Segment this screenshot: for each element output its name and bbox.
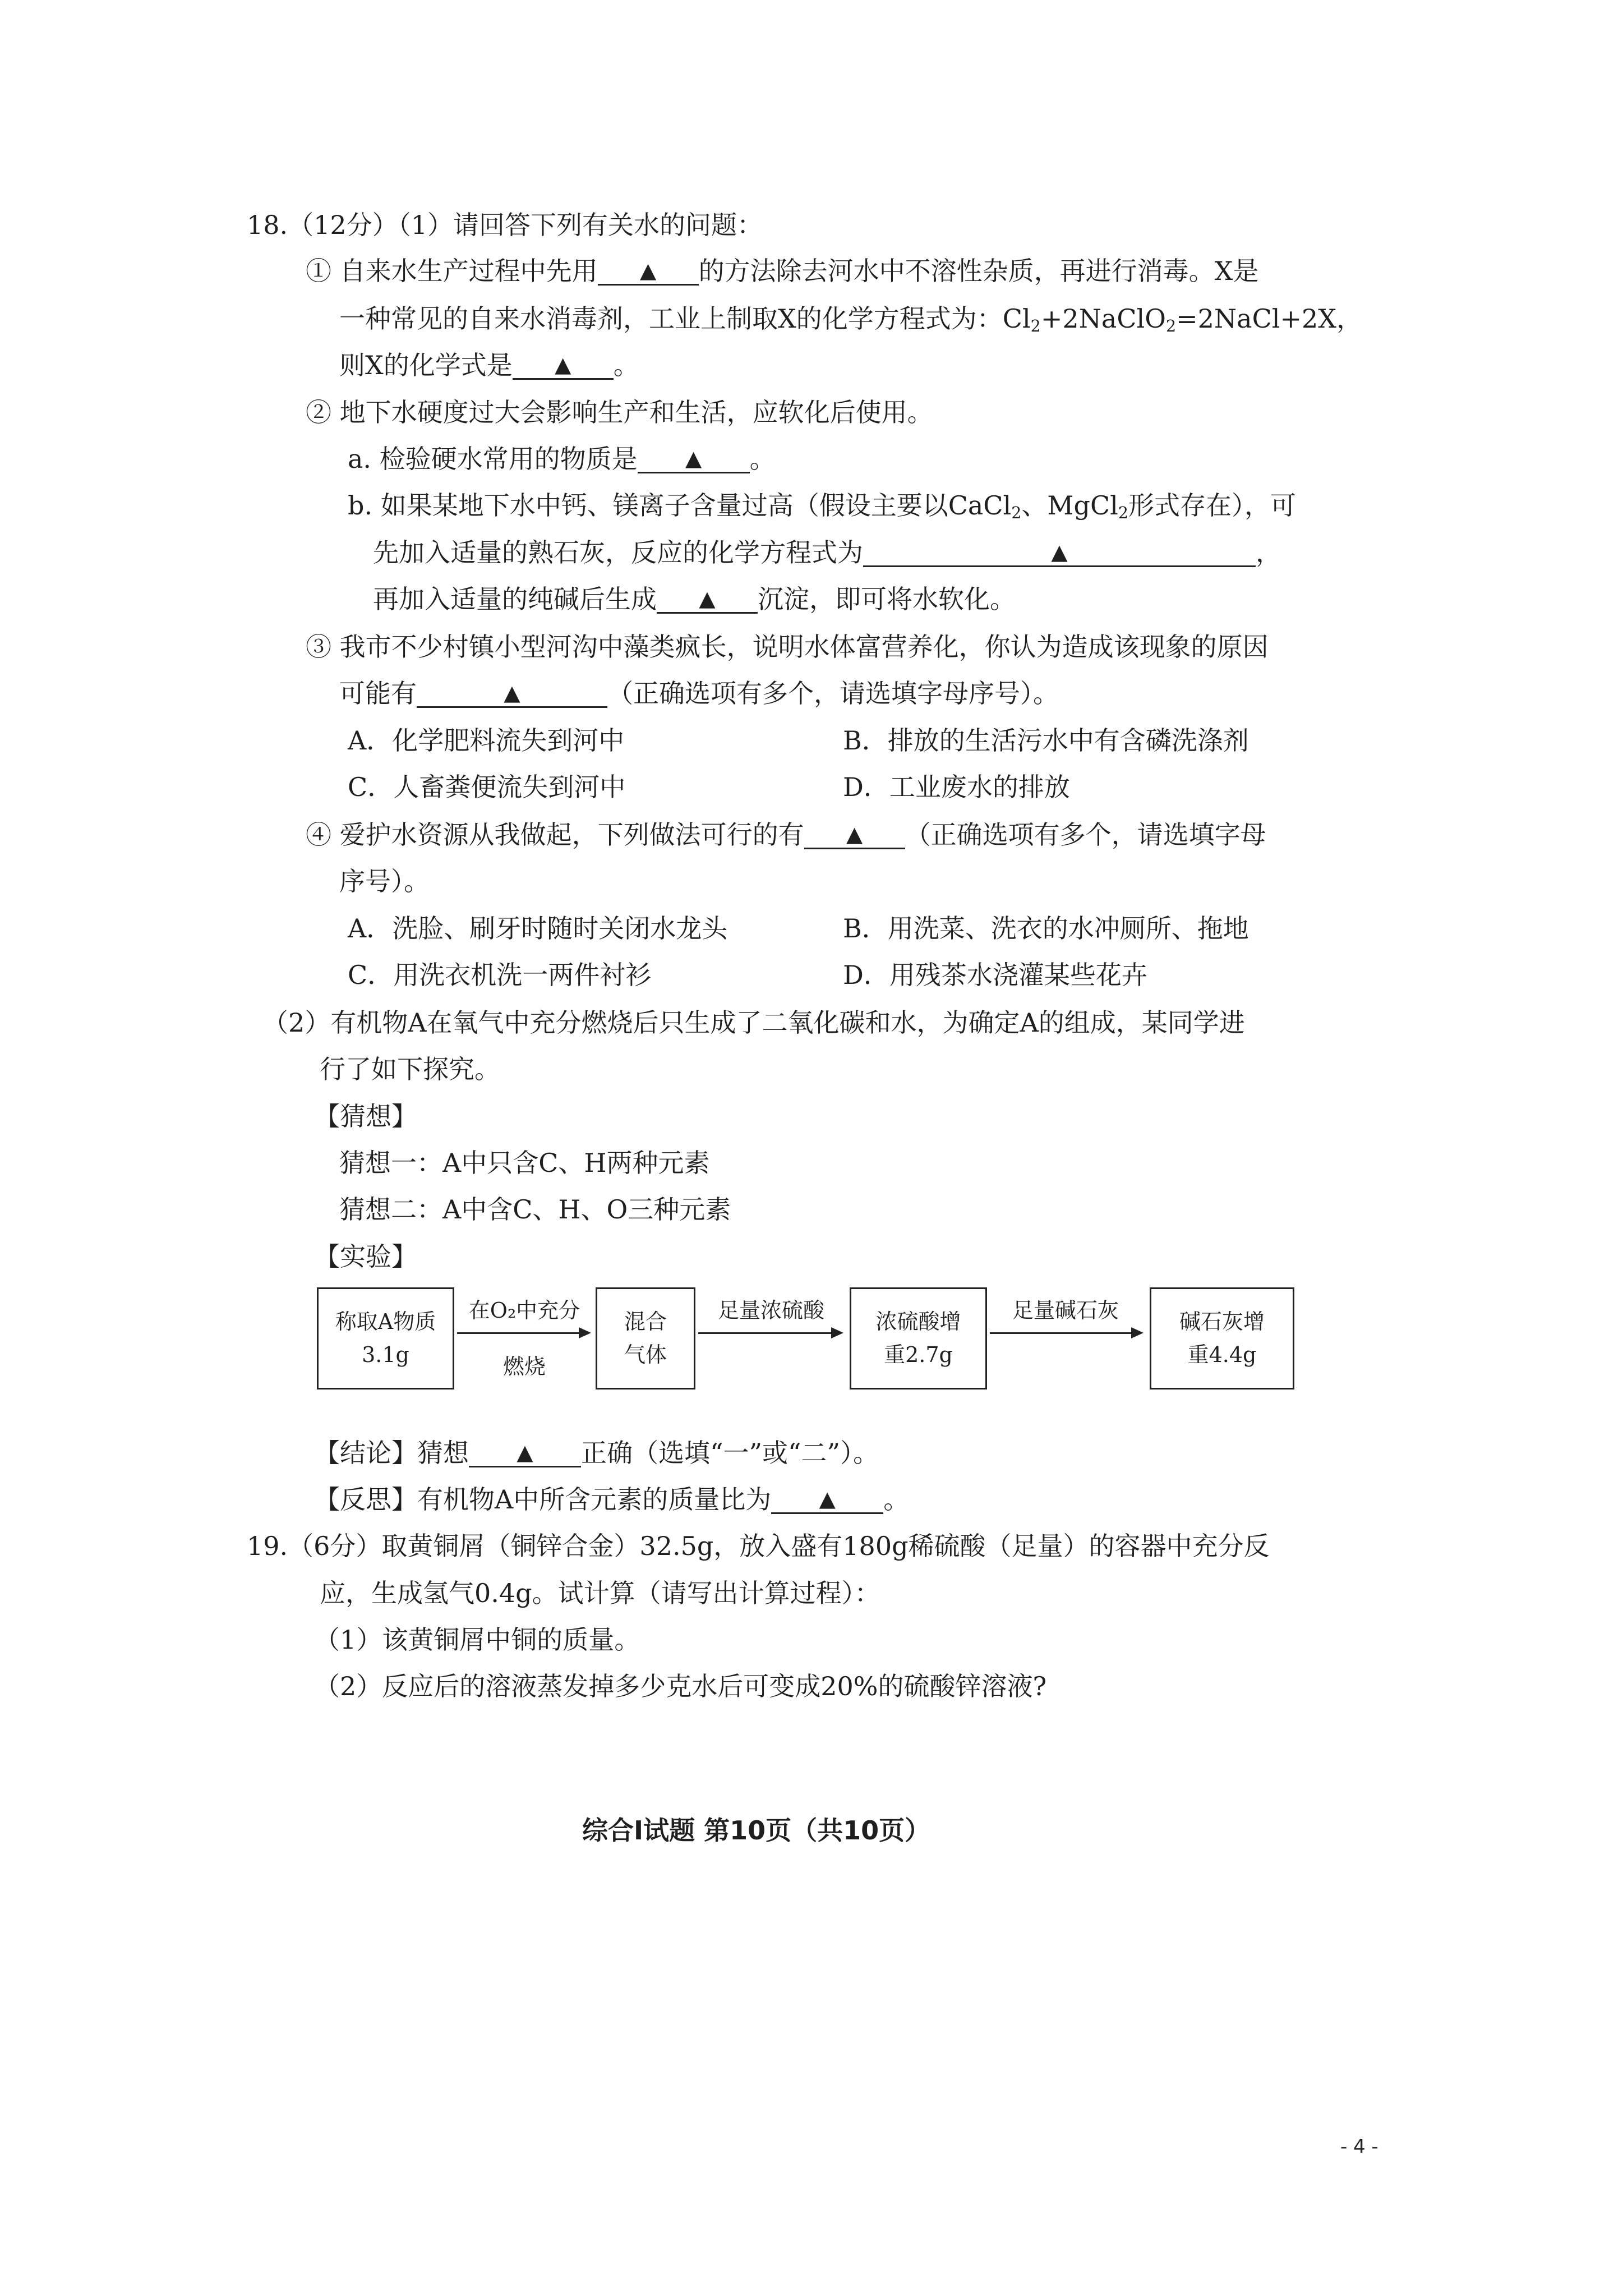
guess-two: 猜想二：A中含C、H、O三种元素 — [339, 1194, 731, 1225]
q18-1-4-option-a: A．洗脸、刷牙时随时关闭水龙头 — [348, 913, 728, 944]
flow-box-text: 3.1g — [362, 1342, 409, 1367]
answer-blank[interactable] — [657, 586, 758, 614]
q18-2-line1: （2）有机物A在氧气中充分燃烧后只生成了二氧化碳和水，为确定A的组成，某同学进 — [262, 1007, 1245, 1038]
blank-mark: ▲ — [640, 258, 657, 283]
flow-box-text: 碱石灰增 — [1179, 1309, 1265, 1335]
q18-2-line2: 行了如下探究。 — [320, 1054, 500, 1084]
flow-arrow — [457, 1332, 589, 1334]
q18-1-2-a — [348, 446, 776, 473]
q19-sub1: （1）该黄铜屑中铜的质量。 — [314, 1625, 640, 1655]
text: ① 自来水生产过程中先用 — [306, 256, 598, 286]
q18-1-3-option-c: C．人畜粪便流失到河中 — [348, 772, 626, 802]
answer-blank[interactable] — [598, 258, 699, 286]
flow-box-sodalime — [1150, 1287, 1294, 1389]
flow-box-sample — [317, 1287, 454, 1389]
text: 沉淀，即可将水软化。 — [758, 584, 1016, 614]
q18-1-4-option-c: C．用洗衣机洗一两件衬衫 — [348, 960, 652, 990]
q18-1-3-option-a: A．化学肥料流失到河中 — [348, 725, 625, 756]
text: ④ 爱护水资源从我做起，下列做法可行的有 — [306, 820, 804, 850]
blank-mark: ▲ — [1051, 540, 1068, 564]
q18-1-4-option-d: D．用残茶水浇灌某些花卉 — [843, 960, 1147, 990]
text: ， — [1256, 537, 1281, 568]
guess-heading: 【猜想】 — [314, 1101, 417, 1131]
q18-1-3-line1: ③ 我市不少村镇小型河沟中藻类疯长，说明水体富营养化，你认为造成该现象的原因 — [306, 632, 1269, 662]
flow-box-gas — [596, 1287, 695, 1389]
text: 。 — [749, 444, 776, 474]
q18-heading: 18.（12分）（1）请回答下列有关水的问题： — [247, 210, 763, 240]
flow-arrow — [698, 1332, 841, 1334]
q18-1-3-option-b: B．排放的生活污水中有含磷洗涤剂 — [843, 725, 1249, 756]
answer-blank[interactable] — [863, 540, 1256, 567]
text: 。 — [883, 1484, 910, 1515]
text: 一种常见的自来水消毒剂，工业上制取X的化学方程式为： — [339, 303, 1003, 334]
blank-mark: ▲ — [846, 822, 863, 846]
flow-box-text: 称取A物质 — [335, 1309, 436, 1335]
blank-mark: ▲ — [504, 680, 520, 705]
page-footer: 综合Ⅰ试题 第10页（共10页） — [582, 1815, 931, 1846]
text: 可能有 — [339, 678, 417, 708]
blank-mark: ▲ — [699, 586, 716, 611]
q18-1-1-line2 — [339, 303, 1363, 336]
text: （正确选项有多个，请选填字母序号）。 — [607, 678, 1059, 708]
text: 【反思】有机物A中所含元素的质量比为 — [314, 1484, 772, 1515]
flow-box-text: 混合 — [624, 1309, 667, 1335]
flow-arrow-label: 足量碱石灰 — [1012, 1298, 1119, 1323]
answer-blank[interactable] — [417, 680, 607, 708]
q19-sub2: （2）反应后的溶液蒸发掉多少克水后可变成20%的硫酸锌溶液? — [314, 1671, 1047, 1701]
guess-one: 猜想一：A中只含C、H两种元素 — [339, 1148, 710, 1178]
text: 先加入适量的熟石灰，反应的化学方程式为 — [373, 537, 863, 568]
answer-blank[interactable] — [771, 1487, 883, 1514]
q18-1-2-b-line3 — [373, 586, 1016, 614]
text: 则X的化学式是 — [339, 350, 513, 380]
q18-1-3-line2 — [339, 680, 1059, 708]
blank-mark: ▲ — [517, 1440, 533, 1465]
chemical-equation: $Cl_2+2NaClO_2=2NaCl+2X$， — [1002, 303, 1363, 336]
flow-box-text: 浓硫酸增 — [875, 1309, 961, 1335]
q18-1-2-b-line2 — [373, 537, 1281, 568]
text: a. 检验硬水常用的物质是 — [348, 444, 638, 474]
page-number: - 4 - — [1340, 2136, 1378, 2158]
answer-blank[interactable] — [469, 1440, 581, 1467]
q18-1-1-line3 — [339, 352, 639, 380]
flow-box-text: 重4.4g — [1187, 1342, 1257, 1367]
blank-mark: ▲ — [819, 1487, 836, 1511]
flow-box-sulfuric — [850, 1287, 987, 1389]
experiment-heading: 【实验】 — [314, 1241, 417, 1272]
reflection-line — [314, 1484, 910, 1515]
conclusion-line — [314, 1440, 879, 1467]
answer-blank[interactable] — [638, 446, 750, 473]
answer-blank[interactable] — [513, 352, 614, 380]
flow-arrow-label: 在O₂中充分 — [468, 1298, 580, 1323]
text: 【结论】猜想 — [314, 1438, 469, 1468]
q18-1-4-line1 — [306, 822, 1266, 849]
flow-box-text: 气体 — [624, 1342, 667, 1367]
q18-1-2-b-line1: b. 如果某地下水中钙、镁离子含量过高（假设主要以CaCl$_2$、MgCl$_2$形式存在），可 — [348, 490, 1297, 523]
flow-arrow-label: 足量浓硫酸 — [717, 1298, 824, 1323]
text: 的方法除去河水中不溶性杂质，再进行消毒。X是 — [698, 256, 1259, 286]
q19-line1: 19.（6分）取黄铜屑（铜锌合金）32.5g，放入盛有180g稀硫酸（足量）的容器中充分反 — [247, 1531, 1270, 1561]
text: （正确选项有多个，请选填字母 — [905, 820, 1266, 850]
q18-1-3-option-d: D．工业废水的排放 — [843, 772, 1070, 802]
q18-1-2-line1: ② 地下水硬度过大会影响生产和生活，应软化后使用。 — [306, 397, 933, 427]
text: 正确（选填“一”或“二”）。 — [581, 1438, 879, 1468]
blank-mark: ▲ — [685, 446, 702, 471]
text: 再加入适量的纯碱后生成 — [373, 584, 657, 614]
flow-box-text: 重2.7g — [884, 1342, 953, 1367]
q18-1-1-line1 — [306, 258, 1258, 286]
flow-arrow — [990, 1332, 1141, 1334]
q18-1-4-line2: 序号）。 — [339, 866, 430, 896]
q18-1-4-option-b: B．用洗菜、洗衣的水冲厕所、拖地 — [843, 913, 1249, 944]
flow-arrow-label: 燃烧 — [502, 1354, 546, 1379]
text: 。 — [613, 350, 639, 380]
answer-blank[interactable] — [804, 822, 905, 849]
q19-line2: 应，生成氢气0.4g。试计算（请写出计算过程）： — [320, 1578, 880, 1608]
blank-mark: ▲ — [555, 352, 571, 377]
